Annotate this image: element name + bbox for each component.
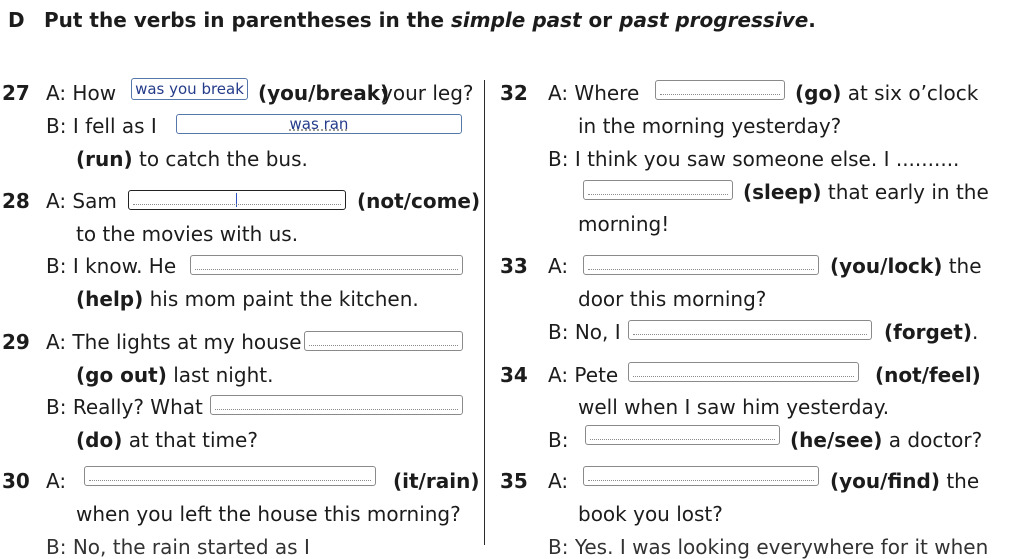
q28b-line2 <box>76 287 419 311</box>
q33-line1-tail <box>830 254 982 278</box>
item-number-29: 29 <box>2 330 30 354</box>
q33-after: the <box>948 254 982 278</box>
q27b-line2 <box>76 147 308 171</box>
q32-verb: (go) <box>795 81 842 105</box>
q29b-answer-field[interactable] <box>210 395 463 415</box>
q30-continuation: when you left the house this morning? <box>76 502 461 526</box>
q33b-answer-field[interactable] <box>628 320 872 340</box>
q30-answer-field[interactable] <box>84 466 376 486</box>
q34b-verb: (he/see) <box>790 428 883 452</box>
q27-b-text: B: I fell as I <box>46 114 157 138</box>
item-number-28: 28 <box>2 189 30 213</box>
exercise-letter: D <box>8 8 25 32</box>
q29-answer-field[interactable] <box>304 331 463 351</box>
q27b-verb: (run) <box>76 147 133 171</box>
q34-a-text: A: Pete <box>548 363 619 387</box>
q27-answer-text: was you break <box>135 80 244 98</box>
q34b-tail <box>790 428 982 452</box>
q28-answer-field[interactable] <box>128 190 346 210</box>
item-number-34: 34 <box>500 363 528 387</box>
item-number-30: 30 <box>2 469 30 493</box>
q35-after: the <box>946 469 980 493</box>
q32b-answer-field[interactable] <box>583 180 733 200</box>
q29-a-text: A: The lights at my house <box>46 330 302 354</box>
q33b-verb: (forget) <box>884 320 973 344</box>
q35-a-text: A: <box>548 469 569 493</box>
heading-past-progressive: past progressive <box>619 8 809 32</box>
q28b-after: his mom paint the kitchen. <box>149 287 419 311</box>
q35-verb: (you/find) <box>830 469 940 493</box>
q35-answer-field[interactable] <box>583 466 819 486</box>
q32b-line2 <box>743 180 989 204</box>
q35-continuation: book you lost? <box>578 502 723 526</box>
q27-after: your leg? <box>381 81 474 105</box>
q32-continuation: in the morning yesterday? <box>578 114 842 138</box>
q27-answer-field[interactable] <box>131 78 248 100</box>
q28-a-text: A: Sam <box>46 189 117 213</box>
q29b-verb: (do) <box>76 428 123 452</box>
q27-a-text: A: How <box>46 81 117 105</box>
q29-b-text: B: Really? What <box>46 395 203 419</box>
q32-after: at six o’clock <box>847 81 979 105</box>
q35-b-text-cut: B: Yes. I was looking everywhere for it when <box>548 535 989 559</box>
q34b-after: a doctor? <box>888 428 983 452</box>
q30-verb: (it/rain) <box>393 469 480 493</box>
item-number-33: 33 <box>500 254 528 278</box>
q32b-verb: (sleep) <box>743 180 822 204</box>
q29-verb: (go out) <box>76 363 167 387</box>
q33-a-text: A: <box>548 254 569 278</box>
q33-continuation: door this morning? <box>578 287 767 311</box>
q28-verb: (not/come) <box>357 189 481 213</box>
q28-b-text: B: I know. He <box>46 254 177 278</box>
q28-continuation: to the movies with us. <box>76 222 299 246</box>
exercise-heading <box>44 8 816 32</box>
q32-a-text: A: Where <box>548 81 640 105</box>
q32b-continuation: morning! <box>578 212 670 236</box>
q33b-after: . <box>972 320 979 344</box>
text-cursor <box>236 193 237 207</box>
q30-b-text-cut: B: No, the rain started as I <box>46 535 310 559</box>
q33-b-text: B: No, I <box>548 320 621 344</box>
q32-line1-tail <box>795 81 978 105</box>
q29-line2 <box>76 363 273 387</box>
q27b-answer-text: was ran <box>289 115 349 133</box>
q29-after: last night. <box>173 363 274 387</box>
item-number-27: 27 <box>2 81 30 105</box>
q29b-after: at that time? <box>128 428 258 452</box>
q32-b-text: B: I think you saw someone else. I .......... <box>548 147 960 171</box>
q32-answer-field[interactable] <box>655 80 785 100</box>
item-number-32: 32 <box>500 81 528 105</box>
q34-verb: (not/feel) <box>875 363 981 387</box>
q32b-after: that early in the <box>827 180 989 204</box>
q33b-tail <box>884 320 978 344</box>
q28b-answer-field[interactable] <box>190 255 463 275</box>
q33-verb: (you/lock) <box>830 254 943 278</box>
q34-answer-field[interactable] <box>628 362 859 382</box>
q27b-answer-field[interactable] <box>176 114 462 134</box>
heading-text-1: Put the verbs in parentheses in the <box>44 8 452 32</box>
q27-verb: (you/break) <box>258 81 390 105</box>
q34-b-text: B: <box>548 428 569 452</box>
column-divider <box>484 80 485 545</box>
q34b-answer-field[interactable] <box>585 425 780 445</box>
heading-text-or: or <box>581 8 620 32</box>
item-number-35: 35 <box>500 469 528 493</box>
heading-text-end: . <box>808 8 816 32</box>
q27b-after: to catch the bus. <box>138 147 308 171</box>
q28b-verb: (help) <box>76 287 144 311</box>
heading-simple-past: simple past <box>451 8 582 32</box>
q29b-line2 <box>76 428 258 452</box>
q35-line1-tail <box>830 469 979 493</box>
q34-continuation: well when I saw him yesterday. <box>578 395 890 419</box>
q33-answer-field[interactable] <box>583 255 819 275</box>
q30-a-text: A: <box>46 469 67 493</box>
